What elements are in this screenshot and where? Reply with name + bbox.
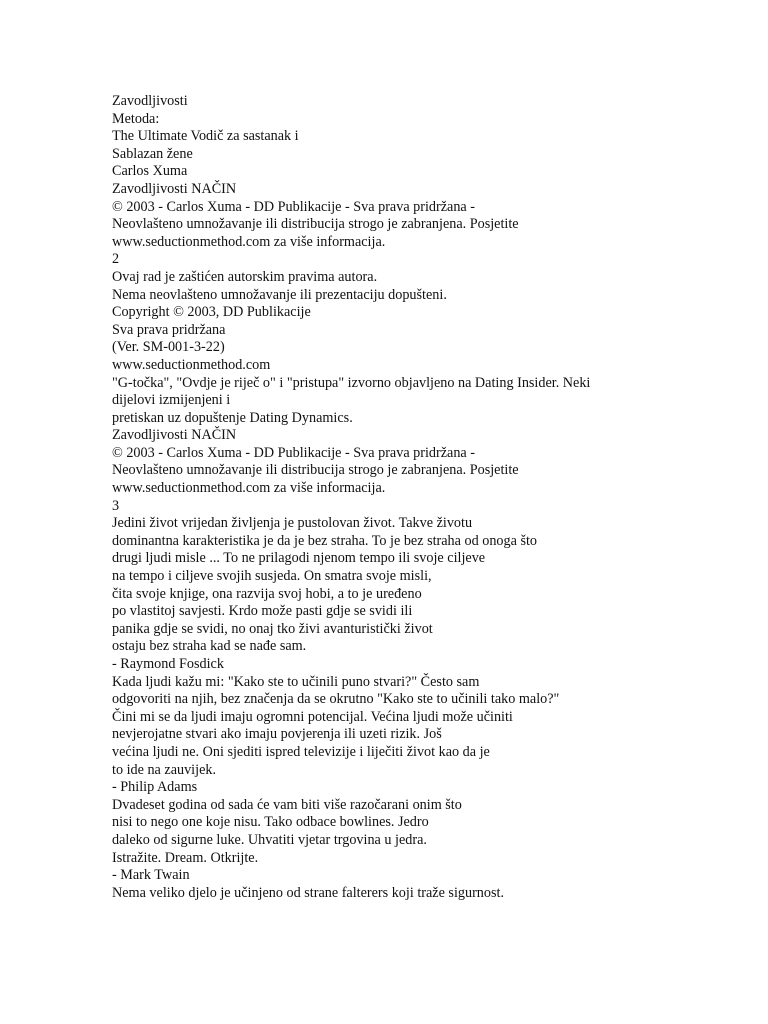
text-line: po vlastitoj savjesti. Krdo može pasti gdje se svidi ili — [112, 603, 413, 620]
text-line: (Ver. SM-001-3-22) — [112, 339, 225, 356]
text-line: Ovaj rad je zaštićen autorskim pravima autora. — [112, 268, 378, 285]
text-line: Carlos Xuma — [112, 163, 188, 180]
text-line: većina ljudi ne. Oni sjediti ispred televizije i liječiti život kao da je — [112, 743, 490, 760]
text-line: Dvadeset godina od sada će vam biti više razočarani onim što — [112, 796, 462, 813]
text-line: The Ultimate Vodič za sastanak i — [112, 128, 299, 145]
text-line: 2 — [112, 251, 120, 268]
text-line: - Philip Adams — [112, 779, 198, 796]
text-line: www.seductionmethod.com za više informacija. — [112, 480, 386, 497]
text-line: Nema neovlašteno umnožavanje ili prezentaciju dopušteni. — [112, 286, 447, 303]
text-line: Zavodljivosti — [112, 93, 188, 109]
text-line: Copyright © 2003, DD Publikacije — [112, 304, 311, 321]
text-line: nisi to nego one koje nisu. Tako odbace bowlines. Jedro — [112, 814, 429, 831]
text-line: Neovlašteno umnožavanje ili distribucija strogo je zabranjena. Posjetite — [112, 216, 519, 233]
text-line: "G-točka", "Ovdje je riječ o" i "pristupa" izvorno objavljeno na Dating Insider. Neki — [112, 374, 591, 391]
text-line: na tempo i ciljeve svojih susjeda. On smatra svoje misli, — [112, 568, 432, 585]
text-line: dominantna karakteristika je da je bez straha. To je bez straha od onoga što — [112, 532, 538, 549]
text-line: čita svoje knjige, ona razvija svoj hobi, a to je uređeno — [112, 585, 422, 602]
text-line: panika gdje se svidi, no onaj tko živi avanturistički život — [112, 620, 433, 637]
text-line: 3 — [112, 497, 120, 514]
text-line: www.seductionmethod.com za više informacija. — [112, 233, 386, 250]
document-page — [112, 93, 752, 902]
text-line: Nema veliko djelo je učinjeno od strane falterers koji traže sigurnost. — [112, 884, 504, 901]
text-line: Kada ljudi kažu mi: "Kako ste to učinili puno stvari?" Često sam — [112, 673, 480, 690]
text-line: Čini mi se da ljudi imaju ogromni potencijal. Većina ljudi može učiniti — [112, 708, 513, 725]
text-line: ostaju bez straha kad se nađe sam. — [112, 638, 307, 655]
text-line: Metoda: — [112, 110, 160, 127]
text-line: Zavodljivosti NAČIN — [112, 180, 237, 197]
text-line: Neovlašteno umnožavanje ili distribucija strogo je zabranjena. Posjetite — [112, 462, 519, 479]
text-line: - Raymond Fosdick — [112, 656, 224, 672]
text-line: drugi ljudi misle ... To ne prilagodi njenom tempo ili svoje ciljeve — [112, 550, 486, 567]
text-line: Sablazan žene — [112, 145, 193, 162]
text-line: www.seductionmethod.com — [112, 356, 271, 373]
text-line: Istražite. Dream. Otkrijte. — [112, 849, 259, 866]
text-line: - Mark Twain — [112, 867, 190, 884]
text-line: dijelovi izmijenjeni i — [112, 392, 231, 409]
text-line: pretiskan uz dopuštenje Dating Dynamics. — [112, 409, 353, 426]
text-line: odgovoriti na njih, bez značenja da se okrutno "Kako ste to učinili tako malo?" — [112, 691, 560, 708]
text-line: Zavodljivosti NAČIN — [112, 427, 237, 444]
text-line: Jedini život vrijedan življenja je pustolovan život. Takve životu — [112, 515, 473, 532]
text-line: © 2003 - Carlos Xuma - DD Publikacije - Sva prava pridržana - — [112, 444, 476, 461]
text-line: nevjerojatne stvari ako imaju povjerenja ili uzeti rizik. Još — [112, 726, 442, 743]
text-line: Sva prava pridržana — [112, 321, 226, 338]
text-line: © 2003 - Carlos Xuma - DD Publikacije - Sva prava pridržana - — [112, 198, 476, 215]
text-line: daleko od sigurne luke. Uhvatiti vjetar trgovina u jedra. — [112, 831, 427, 848]
text-line: to ide na zauvijek. — [112, 761, 217, 778]
